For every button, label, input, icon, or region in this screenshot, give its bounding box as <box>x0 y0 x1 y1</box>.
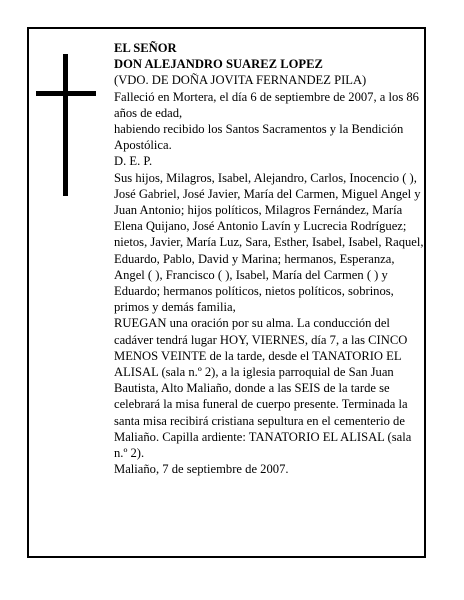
obituary-text <box>114 40 424 477</box>
cross-vertical-bar <box>63 54 68 196</box>
heading: EL SEÑOR <box>114 41 177 55</box>
place-date: Maliaño, 7 de septiembre de 2007. <box>114 462 289 477</box>
latin-cross-icon <box>36 54 96 196</box>
dep: D. E. P. <box>114 154 153 169</box>
widower-of: (VDO. DE DOÑA JOVITA FERNANDEZ PILA) <box>114 73 367 88</box>
deceased-name: DON ALEJANDRO SUAREZ LOPEZ <box>114 57 323 72</box>
funeral-request: RUEGAN una oración por su alma. La conducción del cadáver tendrá lugar HOY, VIERNES, día 7, a las CINCO MENOS VEINTE de la tarde, desde el TANATORIO EL ALISAL (sala n.º 2), a la iglesia parroquial de San Juan Bautista, Alto Maliaño, donde a las SEIS de la tarde se celebrará la misa funeral de cuerpo presente. Terminada la santa misa recibirá cristiana sepultura en el cementerio de Maliaño. Capilla ardiente: TANATORIO EL ALISAL (sala n.º 2). <box>114 316 412 461</box>
sacraments: habiendo recibido los Santos Sacramentos y la Bendición Apostólica. <box>114 122 404 153</box>
death-info: Falleció en Mortera, el día 6 de septiembre de 2007, a los 86 años de edad, <box>114 89 419 120</box>
family-list: Sus hijos, Milagros, Isabel, Alejandro, Carlos, Inocencio ( ), José Gabriel, José Javier, María del Carmen, Miguel Angel y Juan Antonio; hijos políticos, Milagros Fernández, María Elena Quijano, José Antonio Lavín y Lucrecia Rodríguez; nietos, Javier, María Luz, Sara, Esther, Isabel, Isabel, Raquel, Eduardo, Pablo, David y Marina; hermanos, Esperanza, Angel ( ), Francisco ( ), Isabel, María del Carmen ( ) y Eduardo; hermanos políticos, nietos políticos, sobrinos, primos y demás familia, <box>114 170 424 315</box>
cross-horizontal-bar <box>36 91 96 96</box>
